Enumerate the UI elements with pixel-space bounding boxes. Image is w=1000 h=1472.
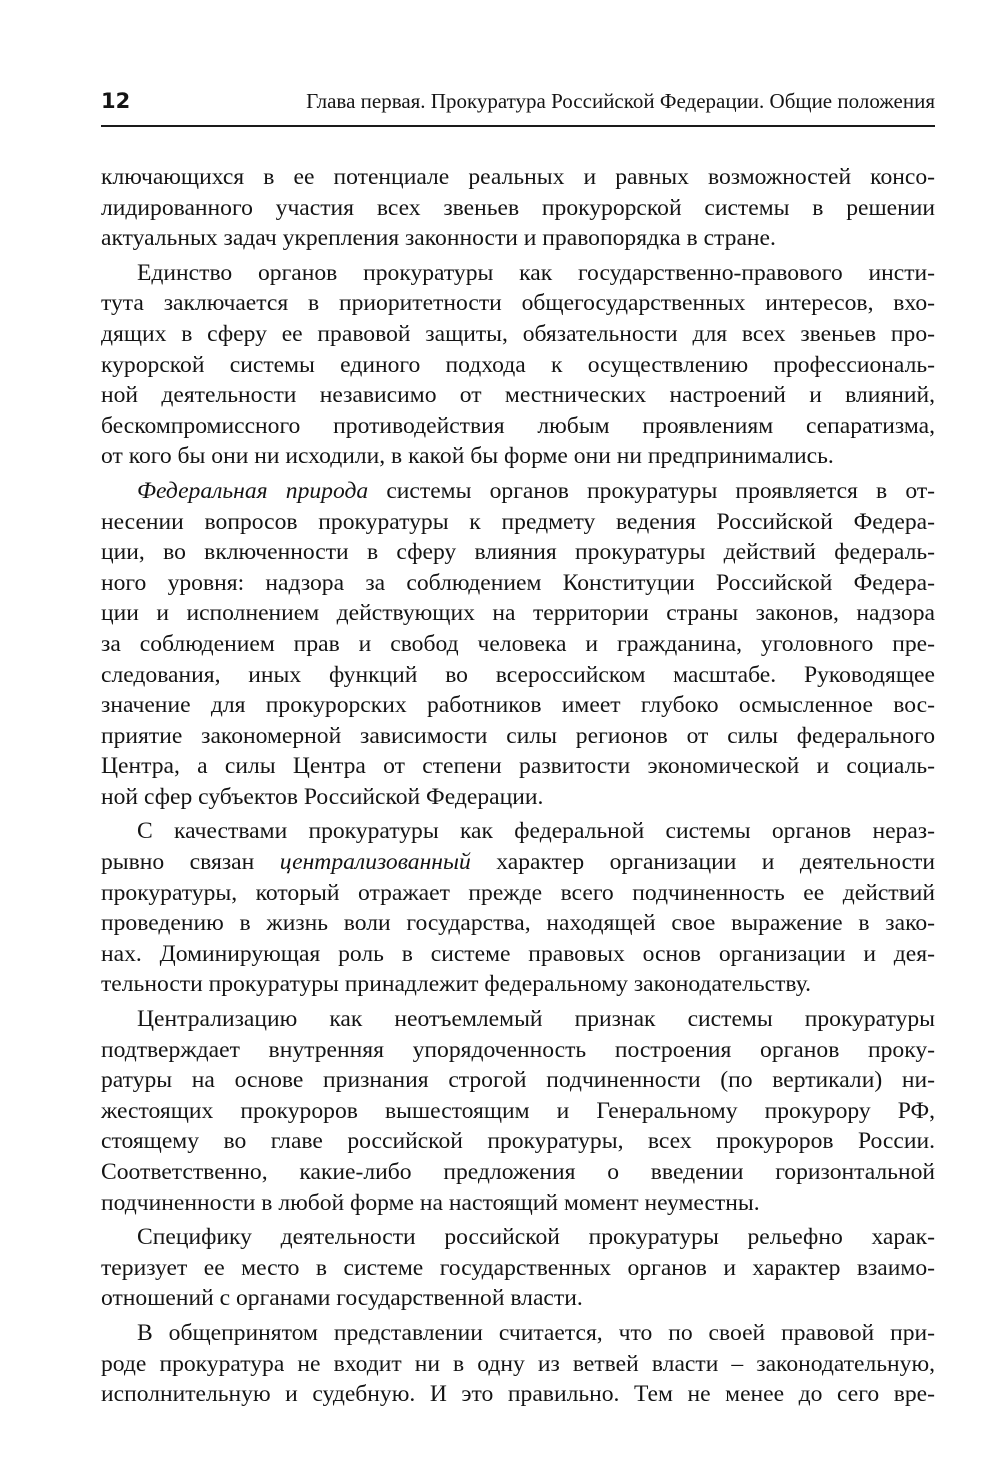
page-header: [101, 86, 935, 116]
text-line: ратуры на основе признания строгой подчиненности (по вертикали) ни-: [101, 1067, 935, 1094]
paragraph: [101, 1004, 935, 1218]
text-line: ной деятельности независимо от местнических настроений и влияний,: [101, 382, 935, 409]
text-line: ции и исполнением действующих на территории страны законов, надзора: [101, 600, 935, 627]
paragraph: [101, 258, 935, 472]
text-line: стоящему во главе российской прокуратуры, всех прокуроров России.: [101, 1128, 935, 1155]
text-line: Соответственно, какие-либо предложения о введении горизонтальной: [101, 1159, 935, 1185]
text-line: [101, 847, 935, 878]
text-line: ной сфер субъектов Российской Федерации.: [101, 783, 544, 810]
text-line: несении вопросов прокуратуры к предмету ведения Российской Федера-: [101, 508, 935, 535]
text-line: курорской системы единого подхода к осуществлению профессиональ-: [101, 351, 935, 378]
text-line: значение для прокурорских работников имеет глубоко осмысленное вос-: [101, 692, 935, 719]
text-line: приятие закономерной зависимости силы регионов от силы федерального: [101, 722, 935, 749]
text-line: [101, 476, 935, 507]
text-line: следования, иных функций во всероссийском масштабе. Руководящее: [101, 661, 935, 688]
text-line: В общепринятом представлении считается, что по своей правовой при-: [137, 1319, 935, 1346]
paragraph: [101, 476, 935, 813]
text-line: актуальных задач укрепления законности и правопорядка в стране.: [101, 225, 776, 252]
text-line: прокуратуры, который отражает прежде всего подчиненность ее действий: [101, 879, 935, 906]
text-line: жестоящих прокуроров вышестоящим и Генеральному прокурору РФ,: [101, 1097, 935, 1124]
text-line: Централизацию как неотъемлемый признак системы прокуратуры: [137, 1006, 935, 1033]
running-title: Глава первая. Прокуратура Российской Федерации. Общие положения: [306, 89, 935, 113]
text-line: отношений с органами государственной власти.: [101, 1285, 583, 1312]
paragraph: [101, 1222, 935, 1314]
text-line: за соблюдением прав и свобод человека и гражданина, уголовного пре-: [101, 630, 935, 657]
text-line: роде прокуратура не входит ни в одну из ветвей власти – законодательную,: [101, 1350, 935, 1377]
line-text: системы органов прокуратуры проявляется в от-: [368, 477, 935, 504]
text-line: Единство органов прокуратуры как государственно-правового инсти-: [137, 259, 935, 286]
italic-term: Федеральная природа: [137, 477, 369, 504]
line-text: характер организации и деятельности: [470, 849, 935, 876]
text-line: нах. Доминирующая роль в системе правовых основ организации и дея-: [101, 940, 935, 967]
text-line: ключающихся в ее потенциале реальных и равных возможностей консо-: [101, 164, 935, 190]
text-line: Центра, а силы Центра от степени развитости экономической и социаль-: [101, 753, 935, 780]
text-line: теризует ее место в системе государственных органов и характер взаимо-: [101, 1254, 935, 1281]
text-line: проведению в жизнь воли государства, находящей свое выражение в зако-: [101, 910, 935, 937]
text-line: ного уровня: надзора за соблюдением Конституции Российской Федера-: [101, 569, 935, 596]
text-line: ции, во включенности в сферу влияния прокуратуры действий федераль-: [101, 539, 935, 566]
text-line: лидированного участия всех звеньев прокурорской системы в решении: [101, 194, 935, 221]
paragraph: [101, 1318, 935, 1410]
text-line: от кого бы они ни исходили, в какой бы форме они ни предпринимались.: [101, 443, 834, 470]
page-number: 12: [101, 89, 131, 113]
text-line: тельности прокуратуры принадлежит федеральному законодательству.: [101, 971, 812, 998]
text-line: подтверждает внутренняя упорядоченность построения органов проку-: [101, 1036, 935, 1063]
text-line: исполнительную и судебную. И это правильно. Тем не менее до сего вре-: [101, 1381, 935, 1408]
text-line: тута заключается в приоритетности общегосударственных интересов, вхо-: [101, 290, 935, 317]
text-line: бескомпромиссного противодействия любым проявлениям сепаратизма,: [101, 412, 935, 439]
text-line: дящих в сферу ее правовой защиты, обязательности для всех звеньев про-: [101, 320, 935, 347]
text-line: Специфику деятельности российской прокуратуры рельефно харак-: [137, 1224, 935, 1251]
italic-term: централизованный: [279, 849, 471, 876]
text-line: С качествами прокуратуры как федеральной системы органов нераз-: [137, 818, 935, 845]
text-line: подчиненности в любой форме на настоящий момент неуместны.: [101, 1189, 760, 1216]
line-text: рывно связан: [101, 849, 280, 876]
body-text: [101, 162, 935, 1410]
header-rule: [101, 125, 935, 127]
paragraph: [101, 162, 935, 254]
paragraph: [101, 816, 935, 1000]
